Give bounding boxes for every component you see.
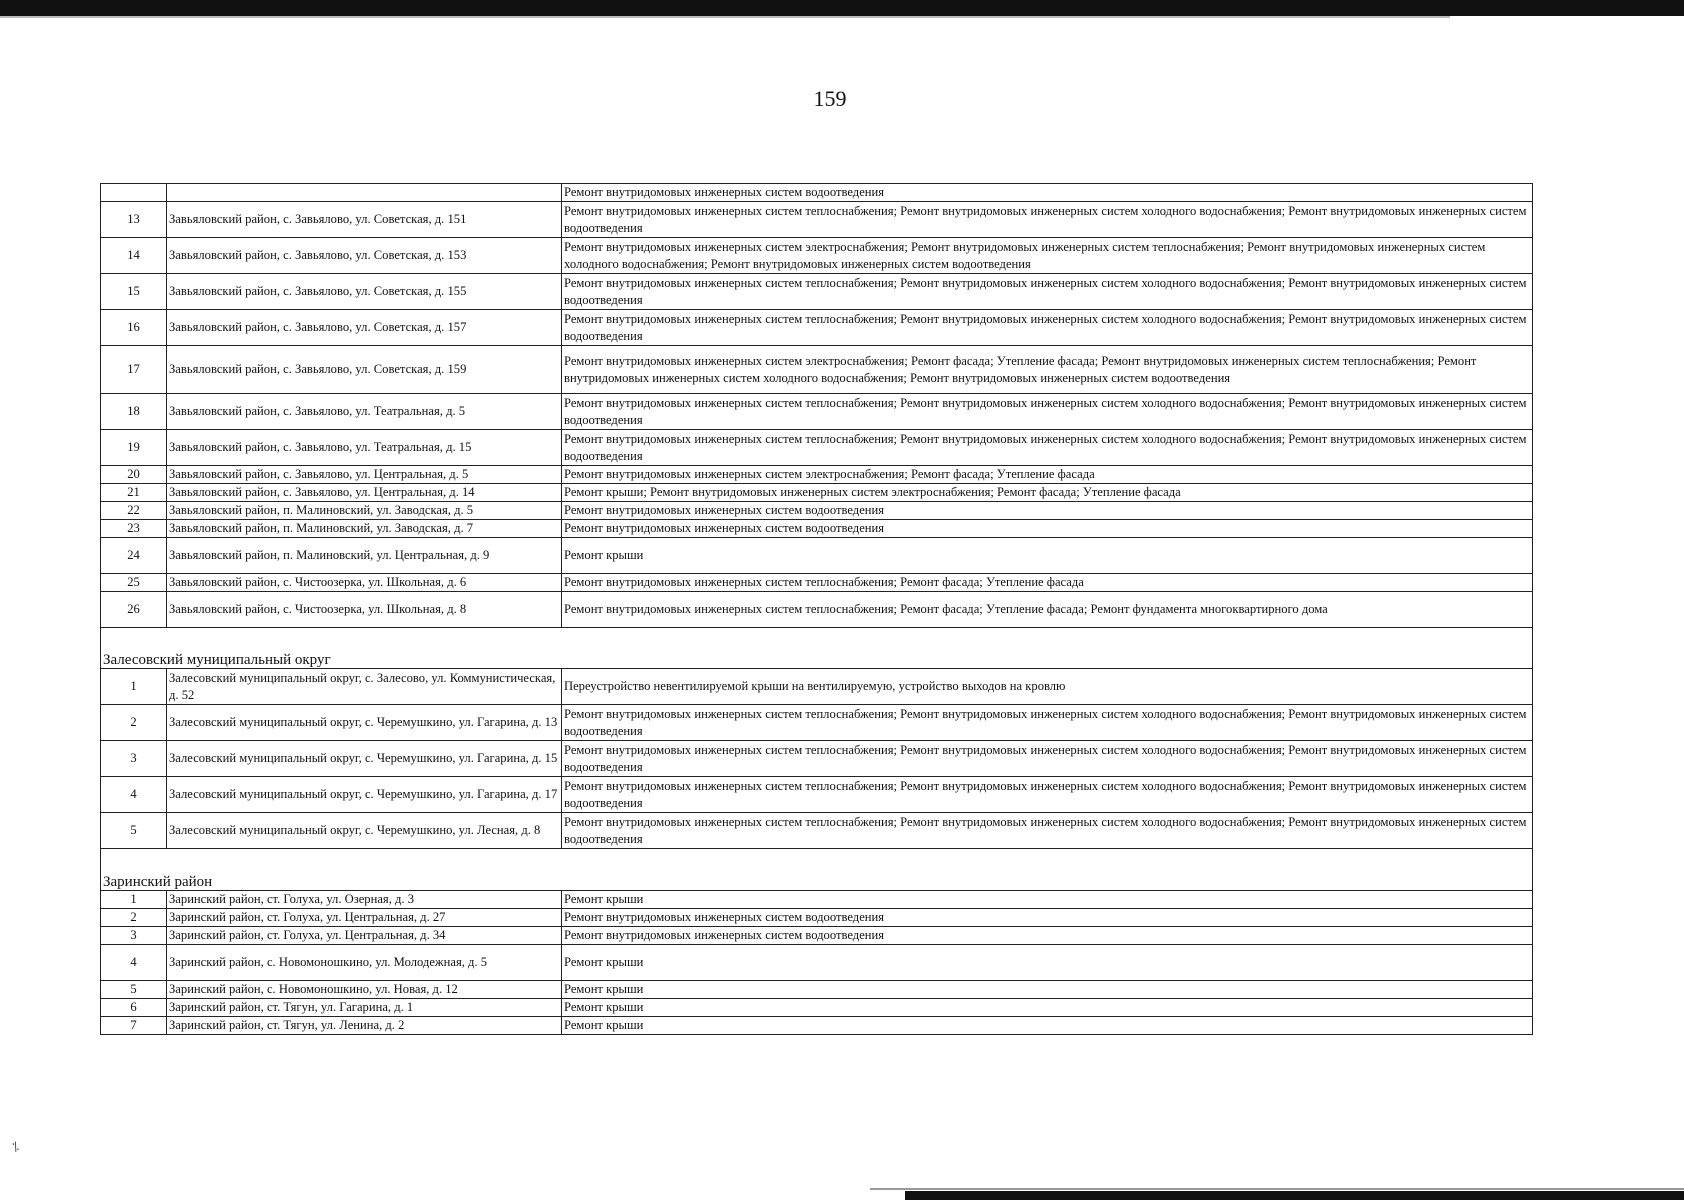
work-type-cell: Ремонт внутридомовых инженерных систем электроснабжения; Ремонт внутридомовых инженерных систем теплоснабжения; Ремонт внутридомовых инженерных систем холодного водоснабжения; Ремонт внутридомовых инженерных систем водоотведения (562, 238, 1533, 274)
scan-artifact-mark: ⁒ (10, 1139, 21, 1155)
scan-border-bottom-shadow (870, 1188, 1684, 1190)
row-number-cell: 1 (101, 669, 167, 705)
table-body (101, 184, 1533, 1035)
work-type-cell: Ремонт внутридомовых инженерных систем теплоснабжения; Ремонт фасада; Утепление фасада; Ремонт фундамента многоквартирного дома (562, 592, 1533, 628)
table-row (101, 202, 1533, 238)
work-type-cell: Ремонт внутридомовых инженерных систем теплоснабжения; Ремонт внутридомовых инженерных систем холодного водоснабжения; Ремонт внутридомовых инженерных систем водоотведения (562, 202, 1533, 238)
address-cell: Залесовский муниципальный округ, с. Черемушкино, ул. Лесная, д. 8 (167, 813, 562, 849)
row-number-cell: 4 (101, 945, 167, 981)
section-title: Заринский район (101, 849, 1533, 891)
row-number-cell: 3 (101, 927, 167, 945)
table-row (101, 981, 1533, 999)
address-cell: Завьяловский район, с. Завьялово, ул. Советская, д. 157 (167, 310, 562, 346)
work-type-cell: Ремонт внутридомовых инженерных систем электроснабжения; Ремонт фасада; Утепление фасада; Ремонт внутридомовых инженерных систем теплоснабжения; Ремонт внутридомовых инженерных систем холодного водоснабжения; Ремонт внутридомовых инженерных систем водоотведения (562, 346, 1533, 394)
address-cell: Залесовский муниципальный округ, с. Залесово, ул. Коммунистическая, д. 52 (167, 669, 562, 705)
address-cell: Завьяловский район, с. Чистоозерка, ул. Школьная, д. 6 (167, 574, 562, 592)
address-cell: Завьяловский район, с. Завьялово, ул. Театральная, д. 15 (167, 430, 562, 466)
work-type-cell: Ремонт внутридомовых инженерных систем теплоснабжения; Ремонт внутридомовых инженерных систем холодного водоснабжения; Ремонт внутридомовых инженерных систем водоотведения (562, 394, 1533, 430)
row-number-cell: 2 (101, 705, 167, 741)
row-number-cell: 22 (101, 502, 167, 520)
work-type-cell: Ремонт внутридомовых инженерных систем теплоснабжения; Ремонт внутридомовых инженерных систем холодного водоснабжения; Ремонт внутридомовых инженерных систем водоотведения (562, 274, 1533, 310)
work-type-cell: Ремонт внутридомовых инженерных систем теплоснабжения; Ремонт внутридомовых инженерных систем холодного водоснабжения; Ремонт внутридомовых инженерных систем водоотведения (562, 310, 1533, 346)
table-row (101, 592, 1533, 628)
table-row (101, 891, 1533, 909)
work-type-cell: Ремонт внутридомовых инженерных систем теплоснабжения; Ремонт внутридомовых инженерных систем холодного водоснабжения; Ремонт внутридомовых инженерных систем водоотведения (562, 813, 1533, 849)
table-row (101, 813, 1533, 849)
work-type-cell: Ремонт крыши; Ремонт внутридомовых инженерных систем электроснабжения; Ремонт фасада; Утепление фасада (562, 484, 1533, 502)
work-type-cell: Переустройство невентилируемой крыши на вентилируемую, устройство выходов на кровлю (562, 669, 1533, 705)
table-row (101, 741, 1533, 777)
table-row (101, 669, 1533, 705)
address-cell: Заринский район, ст. Тягун, ул. Гагарина, д. 1 (167, 999, 562, 1017)
row-number-cell: 14 (101, 238, 167, 274)
address-cell: Завьяловский район, п. Малиновский, ул. Центральная, д. 9 (167, 538, 562, 574)
row-number-cell: 15 (101, 274, 167, 310)
work-type-cell: Ремонт внутридомовых инженерных систем теплоснабжения; Ремонт внутридомовых инженерных систем холодного водоснабжения; Ремонт внутридомовых инженерных систем водоотведения (562, 777, 1533, 813)
work-type-cell: Ремонт внутридомовых инженерных систем водоотведения (562, 184, 1533, 202)
address-cell: Завьяловский район, с. Завьялово, ул. Советская, д. 159 (167, 346, 562, 394)
address-cell: Завьяловский район, с. Чистоозерка, ул. Школьная, д. 8 (167, 592, 562, 628)
table-row (101, 705, 1533, 741)
table-row (101, 909, 1533, 927)
address-cell: Заринский район, с. Новомоношкино, ул. Новая, д. 12 (167, 981, 562, 999)
table-row (101, 777, 1533, 813)
table-row (101, 502, 1533, 520)
table-row (101, 238, 1533, 274)
address-cell: Заринский район, ст. Тягун, ул. Ленина, д. 2 (167, 1017, 562, 1035)
work-type-cell: Ремонт крыши (562, 538, 1533, 574)
address-cell: Завьяловский район, с. Завьялово, ул. Советская, д. 151 (167, 202, 562, 238)
table-row (101, 184, 1533, 202)
table-row (101, 394, 1533, 430)
work-type-cell: Ремонт внутридомовых инженерных систем водоотведения (562, 502, 1533, 520)
address-cell: Завьяловский район, п. Малиновский, ул. Заводская, д. 7 (167, 520, 562, 538)
address-cell: Заринский район, ст. Голуха, ул. Центральная, д. 27 (167, 909, 562, 927)
work-type-cell: Ремонт крыши (562, 999, 1533, 1017)
work-type-cell: Ремонт крыши (562, 1017, 1533, 1035)
work-type-cell: Ремонт внутридомовых инженерных систем теплоснабжения; Ремонт внутридомовых инженерных систем холодного водоснабжения; Ремонт внутридомовых инженерных систем водоотведения (562, 741, 1533, 777)
address-cell: Заринский район, с. Новомоношкино, ул. Молодежная, д. 5 (167, 945, 562, 981)
address-cell (167, 184, 562, 202)
row-number-cell: 26 (101, 592, 167, 628)
table-row (101, 310, 1533, 346)
row-number-cell: 6 (101, 999, 167, 1017)
table-row (101, 520, 1533, 538)
table-row (101, 574, 1533, 592)
address-cell: Заринский район, ст. Голуха, ул. Центральная, д. 34 (167, 927, 562, 945)
address-cell: Завьяловский район, с. Завьялово, ул. Театральная, д. 5 (167, 394, 562, 430)
address-cell: Залесовский муниципальный округ, с. Черемушкино, ул. Гагарина, д. 13 (167, 705, 562, 741)
work-type-cell: Ремонт внутридомовых инженерных систем теплоснабжения; Ремонт фасада; Утепление фасада (562, 574, 1533, 592)
row-number-cell: 24 (101, 538, 167, 574)
row-number-cell: 23 (101, 520, 167, 538)
table-row (101, 999, 1533, 1017)
work-type-cell: Ремонт крыши (562, 891, 1533, 909)
table-row (101, 274, 1533, 310)
work-type-cell: Ремонт внутридомовых инженерных систем теплоснабжения; Ремонт внутридомовых инженерных систем холодного водоснабжения; Ремонт внутридомовых инженерных систем водоотведения (562, 705, 1533, 741)
section-title: Залесовский муниципальный округ (101, 628, 1533, 669)
work-type-cell: Ремонт внутридомовых инженерных систем электроснабжения; Ремонт фасада; Утепление фасада (562, 466, 1533, 484)
work-type-cell: Ремонт крыши (562, 945, 1533, 981)
table-row (101, 1017, 1533, 1035)
address-cell: Завьяловский район, с. Завьялово, ул. Советская, д. 155 (167, 274, 562, 310)
repair-works-table (100, 183, 1533, 1035)
table-row (101, 945, 1533, 981)
work-type-cell: Ремонт внутридомовых инженерных систем водоотведения (562, 520, 1533, 538)
row-number-cell: 13 (101, 202, 167, 238)
work-type-cell: Ремонт внутридомовых инженерных систем водоотведения (562, 927, 1533, 945)
row-number-cell: 17 (101, 346, 167, 394)
row-number-cell: 19 (101, 430, 167, 466)
row-number-cell: 21 (101, 484, 167, 502)
row-number-cell: 1 (101, 891, 167, 909)
work-type-cell: Ремонт внутридомовых инженерных систем водоотведения (562, 909, 1533, 927)
work-type-cell: Ремонт внутридомовых инженерных систем теплоснабжения; Ремонт внутридомовых инженерных систем холодного водоснабжения; Ремонт внутридомовых инженерных систем водоотведения (562, 430, 1533, 466)
address-cell: Завьяловский район, с. Завьялово, ул. Советская, д. 153 (167, 238, 562, 274)
row-number-cell: 2 (101, 909, 167, 927)
table-row (101, 346, 1533, 394)
address-cell: Заринский район, ст. Голуха, ул. Озерная, д. 3 (167, 891, 562, 909)
table-row (101, 927, 1533, 945)
row-number-cell: 18 (101, 394, 167, 430)
address-cell: Залесовский муниципальный округ, с. Черемушкино, ул. Гагарина, д. 15 (167, 741, 562, 777)
scan-border-top-shadow (0, 16, 1450, 18)
work-type-cell: Ремонт крыши (562, 981, 1533, 999)
section-header-row (101, 849, 1533, 891)
table-row (101, 466, 1533, 484)
row-number-cell: 4 (101, 777, 167, 813)
address-cell: Завьяловский район, с. Завьялово, ул. Центральная, д. 5 (167, 466, 562, 484)
scan-border-top (0, 0, 1684, 16)
address-cell: Завьяловский район, п. Малиновский, ул. Заводская, д. 5 (167, 502, 562, 520)
row-number-cell: 7 (101, 1017, 167, 1035)
row-number-cell: 5 (101, 813, 167, 849)
page-number: 159 (813, 86, 847, 111)
address-cell: Залесовский муниципальный округ, с. Черемушкино, ул. Гагарина, д. 17 (167, 777, 562, 813)
table-row (101, 484, 1533, 502)
row-number-cell: 3 (101, 741, 167, 777)
row-number-cell (101, 184, 167, 202)
section-header-row (101, 628, 1533, 669)
scan-border-bottom (905, 1191, 1684, 1200)
row-number-cell: 20 (101, 466, 167, 484)
table-row (101, 430, 1533, 466)
address-cell: Завьяловский район, с. Завьялово, ул. Центральная, д. 14 (167, 484, 562, 502)
row-number-cell: 25 (101, 574, 167, 592)
table-row (101, 538, 1533, 574)
row-number-cell: 5 (101, 981, 167, 999)
row-number-cell: 16 (101, 310, 167, 346)
